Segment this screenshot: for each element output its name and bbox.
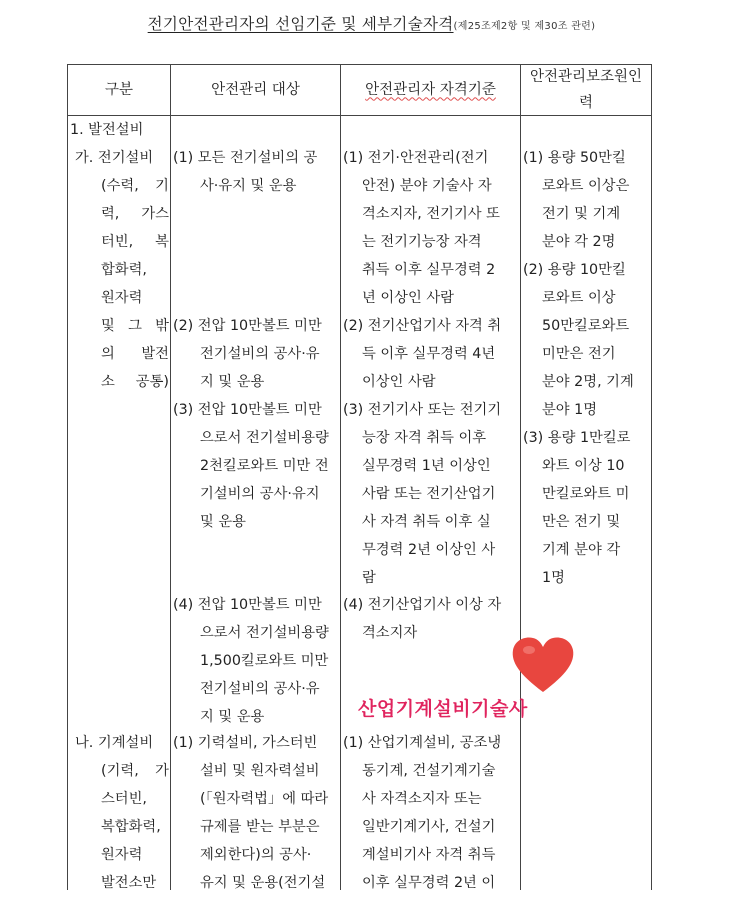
- table-divider-3: [520, 64, 521, 890]
- qualification-item-4: (4) 전기산업기사 이상 자 격소지자: [343, 597, 502, 641]
- category-section: 1. 발전설비: [70, 122, 144, 138]
- table-border-right: [651, 64, 652, 890]
- table-border-left: [67, 64, 68, 890]
- target-item-5: (1) 기력설비, 가스터빈 설비 및 원자력설비 (「원자력법」에 따라 규제를 받는 부분은 제외한다)의 공사· 유지 및 운용(전기설: [173, 735, 329, 891]
- heart-icon: [511, 636, 575, 694]
- qualification-item-5: (1) 산업기계설비, 공조냉 동기계, 건설기계기술 사 자격소지자 또는 일반기계기사, 건설기 계설비기사 자격 취득 이후 실무경력 2년 이: [343, 735, 502, 891]
- table-divider-1: [170, 64, 171, 890]
- assistant-item-2: (2) 용량 10만킬 로와트 이상 50만킬로와트 미만은 전기 분야 2명, 기계 분야 1명: [523, 262, 634, 418]
- target-item-2: (2) 전압 10만볼트 미만 전기설비의 공사·유 지 및 운용: [173, 318, 322, 390]
- target-item-1: (1) 모든 전기설비의 공 사·유지 및 운용: [173, 150, 318, 194]
- document-title: [0, 12, 743, 34]
- category-power-plant: [70, 116, 166, 144]
- qualification-item-3: (3) 전기기사 또는 전기기 능장 자격 취득 이후 실무경력 1년 이상인 사람 또는 전기산업기 사 자격 취득 이후 실 무경력 2년 이상인 사 람: [343, 402, 502, 586]
- target-item-3: (3) 전압 10만볼트 미만 으로서 전기설비용량 2천킬로와트 미만 전 기설비의 공사·유지 및 운용: [173, 402, 329, 530]
- title-main: 전기안전관리자의 선임기준 및 세부기술자격: [147, 15, 454, 33]
- category-electrical: 가. 전기설비 (수력, 기 력, 가스 터빈, 복 합화력, 원자력 및 그 밖 의 발전 소 공통): [75, 150, 169, 390]
- sticker-text: 산업기계설비기술사: [358, 698, 528, 720]
- assistant-item-1: (1) 용량 50만킬 로와트 이상은 전기 및 기계 분야 각 2명: [523, 150, 630, 250]
- qualification-item-1: (1) 전기·안전관리(전기 안전) 분야 기술사 자 격소지자, 전기기사 또 는 전기기능장 자격 취득 이후 실무경력 2 년 이상인 사람: [343, 150, 500, 306]
- qualification-item-2: (2) 전기산업기사 자격 취 득 이후 실무경력 4년 이상인 사람: [343, 318, 502, 390]
- title-sub: (제25조제2항 및 제30조 관련): [453, 21, 596, 32]
- header-qualification: 안전관리자 자격기준: [365, 81, 496, 98]
- header-category: 구분: [104, 81, 133, 98]
- header-assistant: 안전관리보조원인력: [529, 68, 643, 111]
- header-target: 안전관리 대상: [211, 81, 300, 98]
- target-item-4: (4) 전압 10만볼트 미만 으로서 전기설비용량 1,500킬로와트 미만 전기설비의 공사·유 지 및 운용: [173, 597, 329, 725]
- assistant-item-3: (3) 용량 1만킬로 와트 이상 10 만킬로와트 미 만은 전기 및 기계 분야 각 1명: [523, 430, 631, 586]
- category-mechanical: 나. 기계설비 (기력, 가 스터빈, 복합화력, 원자력 발전소만: [75, 735, 169, 891]
- table-divider-2: [340, 64, 341, 890]
